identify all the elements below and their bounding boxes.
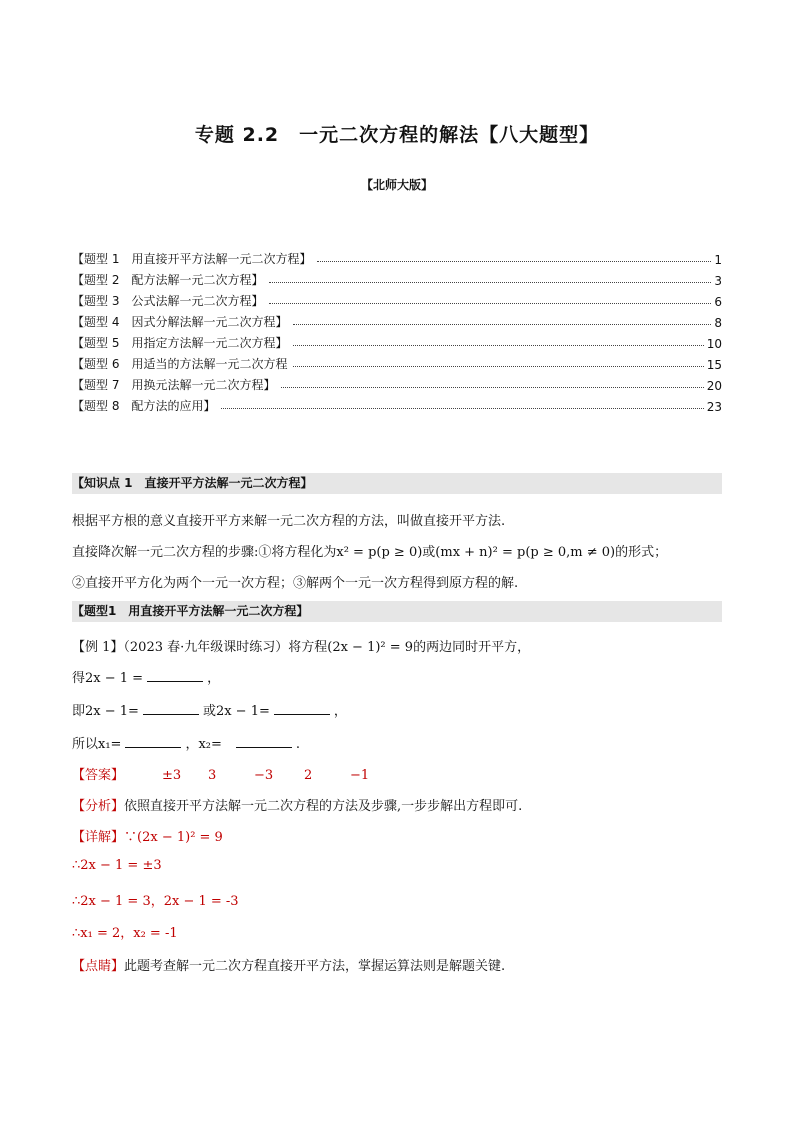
detail-line: [72, 826, 223, 845]
blank-suffix: ，: [207, 671, 221, 686]
toc-item-label: 【题型 6 用适当的方法解一元二次方程: [72, 357, 288, 371]
toc-leader: [293, 324, 711, 325]
toc-item-page: 20: [706, 379, 722, 393]
fill-blank-line: [72, 733, 300, 752]
analysis-line: [72, 795, 522, 814]
blank-suffix: .: [295, 737, 301, 752]
toc-item-page: 23: [706, 400, 722, 414]
analysis-label: 【分析】: [72, 799, 125, 814]
toc-item-label: 【题型 1 用直接开平方法解一元二次方程】: [72, 252, 312, 266]
blank-prefix: 即2x − 1=: [72, 704, 139, 719]
toc-item-page: 6: [714, 295, 722, 309]
knowledge-line: 直接降次解一元二次方程的步骤:①将方程化为x² = p(p ≥ 0)或(mx + n)² = p(p ≥ 0,m ≠ 0)的形式；: [72, 545, 668, 560]
detail-step: ∴2x − 1 = 3，2x − 1 = -3: [72, 894, 239, 909]
toc-item[interactable]: [72, 246, 722, 267]
detail-label: 【详解】: [72, 830, 125, 845]
toc-leader: [293, 345, 703, 346]
toc-leader: [293, 366, 703, 367]
toc-item[interactable]: [72, 330, 722, 351]
answer-value: 3: [208, 768, 217, 783]
blank-prefix: 所以x₁=: [72, 737, 122, 752]
toc-item-page: 15: [706, 358, 722, 372]
answer-blank[interactable]: [143, 702, 199, 715]
knowledge-line: ②直接开平方化为两个一元一次方程；③解两个一元一次方程得到原方程的解.: [72, 576, 519, 591]
toc-item-label: 【题型 4 因式分解法解一元二次方程】: [72, 315, 288, 329]
toc-item[interactable]: [72, 309, 722, 330]
detail-step: ∴x₁ = 2，x₂ = -1: [72, 926, 178, 941]
toc-item[interactable]: [72, 393, 722, 414]
toc-item-page: 1: [714, 253, 722, 267]
toc-item-page: 3: [714, 274, 722, 288]
toc-item[interactable]: [72, 267, 722, 288]
question-type-heading: 【题型1 用直接开平方法解一元二次方程】: [72, 601, 722, 622]
answer-blank[interactable]: [147, 669, 203, 682]
answer-line: [72, 764, 369, 783]
table-of-contents: [72, 246, 722, 414]
knowledge-heading: 【知识点 1 直接开平方法解一元二次方程】: [72, 473, 722, 494]
toc-item-label: 【题型 3 公式法解一元二次方程】: [72, 294, 264, 308]
toc-item[interactable]: [72, 288, 722, 309]
detail-step: ∴2x − 1 = ±3: [72, 858, 162, 873]
answer-value: −3: [254, 768, 274, 783]
toc-item[interactable]: [72, 372, 722, 393]
blank-mid: 或2x − 1=: [202, 704, 270, 719]
toc-item-page: 8: [714, 316, 722, 330]
toc-leader: [281, 387, 703, 388]
answer-label: 【答案】: [72, 768, 125, 783]
comment-line: [72, 955, 505, 974]
toc-leader: [317, 261, 711, 262]
comment-text: 此题考查解一元二次方程直接开平方法，掌握运算法则是解题关键.: [124, 959, 506, 974]
answer-value: 2: [304, 768, 313, 783]
blank-prefix: 得2x − 1 =: [72, 671, 144, 686]
analysis-text: 依照直接开平方法解一元二次方程的方法及步骤,一步步解出方程即可.: [124, 799, 523, 814]
fill-blank-line: [72, 700, 347, 719]
toc-leader: [221, 408, 703, 409]
answer-value: −1: [350, 768, 370, 783]
toc-item[interactable]: [72, 351, 722, 372]
edition-label: 【北师大版】: [360, 178, 433, 192]
toc-item-label: 【题型 7 用换元法解一元二次方程】: [72, 378, 276, 392]
document-title: 专题 2.2 一元二次方程的解法【八大题型】: [194, 124, 600, 146]
toc-item-page: 10: [706, 337, 722, 351]
knowledge-line: 根据平方根的意义直接开平方来解一元二次方程的方法，叫做直接开平方法.: [72, 514, 506, 529]
toc-leader: [269, 303, 711, 304]
answer-blank[interactable]: [274, 702, 330, 715]
blank-mid: ，x₂=: [185, 737, 222, 752]
answer-blank[interactable]: [125, 735, 181, 748]
answer-blank[interactable]: [236, 735, 292, 748]
toc-item-label: 【题型 8 配方法的应用】: [72, 399, 216, 413]
toc-item-label: 【题型 5 用指定方法解一元二次方程】: [72, 336, 288, 350]
blank-suffix: ，: [333, 704, 347, 719]
toc-item-label: 【题型 2 配方法解一元二次方程】: [72, 273, 264, 287]
detail-step: ∵(2x − 1)² = 9: [124, 830, 223, 845]
example-statement: 【例 1】（2023 春·九年级课时练习）将方程(2x − 1)² = 9的两边同时开平方，: [72, 640, 531, 655]
comment-label: 【点睛】: [72, 959, 125, 974]
answer-value: ±3: [162, 768, 182, 783]
fill-blank-line: [72, 667, 220, 686]
toc-leader: [269, 282, 711, 283]
